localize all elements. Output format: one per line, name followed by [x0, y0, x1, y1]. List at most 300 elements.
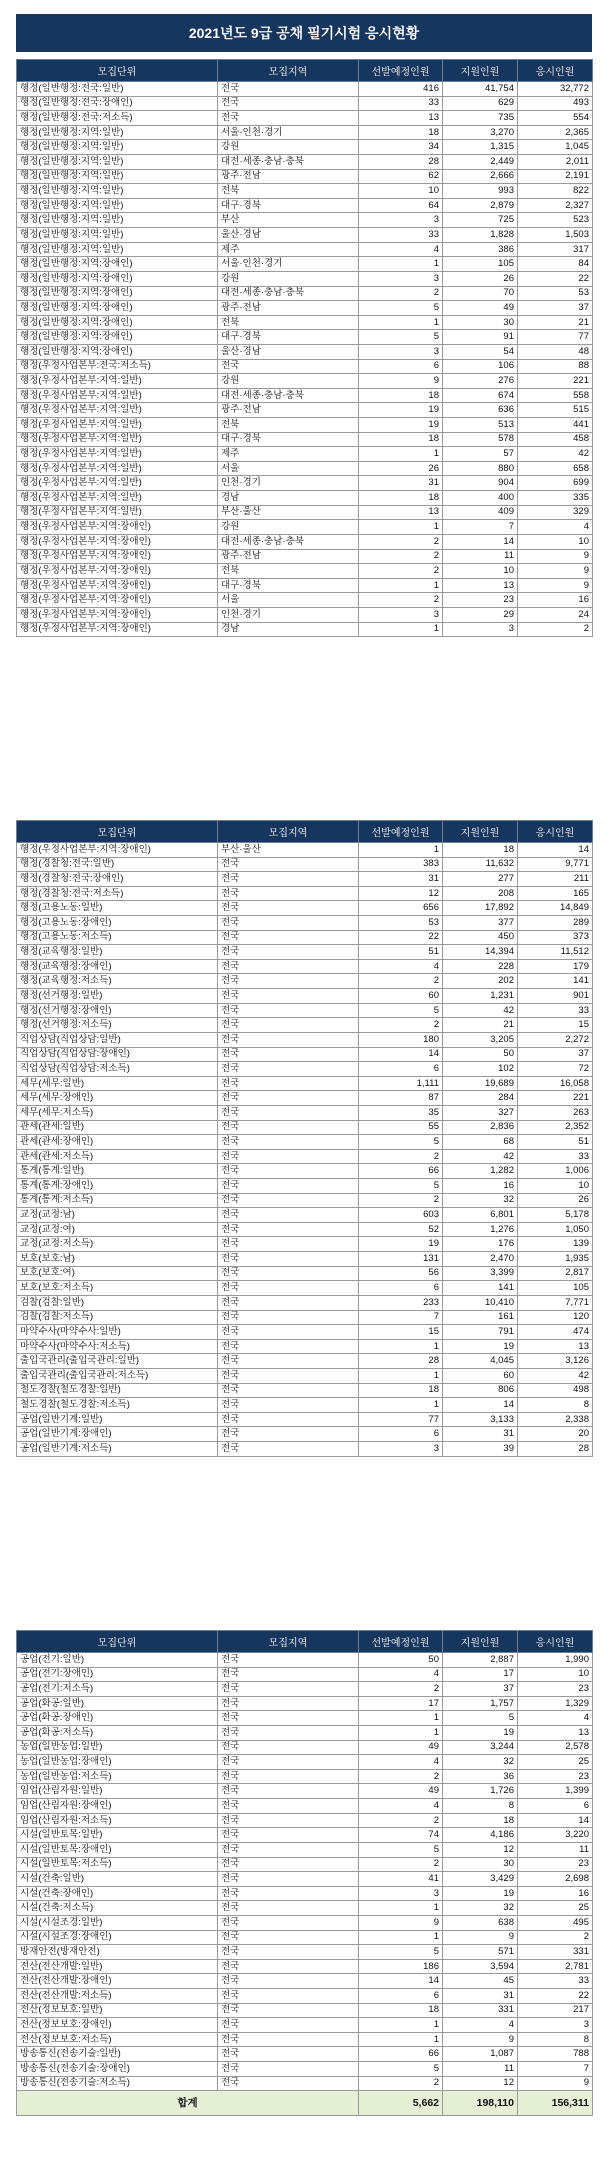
cell-region: 대구·경북 — [218, 330, 359, 345]
cell-planned: 2 — [359, 534, 443, 549]
cell-region: 전국 — [218, 1281, 359, 1296]
cell-region: 전국 — [218, 1003, 359, 1018]
cell-unit: 시설(건축:일반) — [17, 1872, 218, 1887]
table-row — [17, 461, 593, 476]
cell-planned: 1 — [359, 1930, 443, 1945]
cell-planned: 19 — [359, 418, 443, 433]
cell-planned: 18 — [359, 2003, 443, 2018]
cell-applicants: 880 — [443, 461, 518, 476]
cell-applicants: 14 — [443, 534, 518, 549]
cell-planned: 3 — [359, 271, 443, 286]
cell-planned: 383 — [359, 857, 443, 872]
cell-planned: 31 — [359, 476, 443, 491]
cell-region: 울산·경남 — [218, 344, 359, 359]
table-row — [17, 125, 593, 140]
cell-region: 전국 — [218, 1032, 359, 1047]
cell-examinees: 658 — [518, 461, 593, 476]
cell-examinees: 1,935 — [518, 1252, 593, 1267]
cell-planned: 12 — [359, 886, 443, 901]
cell-unit: 임업(산림자원:일반) — [17, 1784, 218, 1799]
cell-region: 전국 — [218, 872, 359, 887]
cell-examinees: 1,990 — [518, 1653, 593, 1668]
table-row — [17, 1412, 593, 1427]
cell-applicants: 176 — [443, 1237, 518, 1252]
cell-region: 강원 — [218, 520, 359, 535]
cell-applicants: 106 — [443, 359, 518, 374]
cell-applicants: 3,399 — [443, 1266, 518, 1281]
cell-planned: 74 — [359, 1828, 443, 1843]
cell-region: 광주·전남 — [218, 301, 359, 316]
cell-applicants: 629 — [443, 96, 518, 111]
cell-unit: 행정(일반행정:지역:일반) — [17, 213, 218, 228]
cell-examinees: 2,781 — [518, 1959, 593, 1974]
table-row — [17, 1164, 593, 1179]
cell-planned: 28 — [359, 1354, 443, 1369]
cell-applicants: 1,828 — [443, 228, 518, 243]
cell-region: 강원 — [218, 140, 359, 155]
cell-unit: 공업(전기:일반) — [17, 1653, 218, 1668]
cell-planned: 2 — [359, 1813, 443, 1828]
cell-planned: 9 — [359, 374, 443, 389]
cell-examinees: 331 — [518, 1945, 593, 1960]
cell-examinees: 165 — [518, 886, 593, 901]
cell-unit: 보호(보호:남) — [17, 1252, 218, 1267]
table-row — [17, 271, 593, 286]
cell-region: 대전·세종·충남·충북 — [218, 155, 359, 170]
cell-region: 전국 — [218, 1179, 359, 1194]
cell-planned: 1 — [359, 1726, 443, 1741]
cell-unit: 공업(화공:저소득) — [17, 1726, 218, 1741]
cell-region: 전국 — [218, 1784, 359, 1799]
cell-planned: 1 — [359, 257, 443, 272]
total-planned: 5,662 — [359, 2091, 443, 2116]
cell-unit: 전산(정보보호:장애인) — [17, 2018, 218, 2033]
cell-planned: 17 — [359, 1696, 443, 1711]
cell-planned: 5 — [359, 1003, 443, 1018]
cell-region: 전국 — [218, 974, 359, 989]
total-applicants: 198,110 — [443, 2091, 518, 2116]
cell-unit: 시설(건축:장애인) — [17, 1886, 218, 1901]
table-row — [17, 257, 593, 272]
cell-unit: 행정(일반행정:지역:장애인) — [17, 344, 218, 359]
cell-region: 전국 — [218, 916, 359, 931]
cell-applicants: 1,087 — [443, 2047, 518, 2062]
cell-unit: 직업상담(직업상담:저소득) — [17, 1062, 218, 1077]
table-row — [17, 1828, 593, 1843]
cell-region: 인천·경기 — [218, 607, 359, 622]
cell-examinees: 515 — [518, 403, 593, 418]
cell-applicants: 7 — [443, 520, 518, 535]
cell-unit: 행정(우정사업본부:전국:저소득) — [17, 359, 218, 374]
cell-applicants: 638 — [443, 1915, 518, 1930]
cell-examinees: 1,050 — [518, 1222, 593, 1237]
cell-examinees: 23 — [518, 1857, 593, 1872]
cell-unit: 행정(일반행정:지역:장애인) — [17, 315, 218, 330]
cell-planned: 7 — [359, 1310, 443, 1325]
cell-examinees: 822 — [518, 184, 593, 199]
cell-examinees: 373 — [518, 930, 593, 945]
cell-examinees: 53 — [518, 286, 593, 301]
header-unit: 모집단위 — [17, 821, 218, 843]
cell-region: 울산·경남 — [218, 228, 359, 243]
cell-region: 전국 — [218, 989, 359, 1004]
cell-planned: 52 — [359, 1222, 443, 1237]
cell-planned: 4 — [359, 1667, 443, 1682]
cell-planned: 1 — [359, 520, 443, 535]
cell-examinees: 6 — [518, 1799, 593, 1814]
cell-planned: 6 — [359, 359, 443, 374]
cell-region: 전국 — [218, 1441, 359, 1456]
cell-unit: 행정(우정사업본부:지역:일반) — [17, 476, 218, 491]
cell-examinees: 22 — [518, 271, 593, 286]
cell-applicants: 2,836 — [443, 1120, 518, 1135]
cell-region: 전국 — [218, 1667, 359, 1682]
table-row — [17, 403, 593, 418]
cell-applicants: 105 — [443, 257, 518, 272]
cell-applicants: 32 — [443, 1193, 518, 1208]
cell-unit: 마약수사(마약수사:일반) — [17, 1325, 218, 1340]
table-header-row — [17, 821, 593, 843]
cell-region: 강원 — [218, 374, 359, 389]
cell-region: 대전·세종·충남·충북 — [218, 388, 359, 403]
cell-planned: 50 — [359, 1653, 443, 1668]
cell-examinees: 51 — [518, 1135, 593, 1150]
cell-examinees: 1,045 — [518, 140, 593, 155]
table-row — [17, 1959, 593, 1974]
cell-planned: 1 — [359, 1368, 443, 1383]
cell-applicants: 1,757 — [443, 1696, 518, 1711]
cell-examinees: 25 — [518, 1901, 593, 1916]
cell-applicants: 3,594 — [443, 1959, 518, 1974]
table-row — [17, 945, 593, 960]
cell-planned: 5 — [359, 1179, 443, 1194]
cell-planned: 10 — [359, 184, 443, 199]
table-row — [17, 607, 593, 622]
cell-region: 전국 — [218, 1237, 359, 1252]
cell-planned: 33 — [359, 96, 443, 111]
cell-region: 전국 — [218, 1208, 359, 1223]
table-row — [17, 1295, 593, 1310]
cell-region: 전국 — [218, 1872, 359, 1887]
cell-unit: 행정(일반행정:지역:장애인) — [17, 271, 218, 286]
cell-unit: 전산(정보보호:저소득) — [17, 2032, 218, 2047]
table-row — [17, 1930, 593, 1945]
cell-examinees: 9 — [518, 549, 593, 564]
cell-planned: 6 — [359, 1281, 443, 1296]
cell-unit: 행정(일반행정:지역:일반) — [17, 228, 218, 243]
cell-region: 전국 — [218, 1930, 359, 1945]
cell-examinees: 523 — [518, 213, 593, 228]
cell-applicants: 12 — [443, 2076, 518, 2091]
cell-unit: 전산(전산개발:저소득) — [17, 1989, 218, 2004]
cell-applicants: 14,394 — [443, 945, 518, 960]
cell-applicants: 54 — [443, 344, 518, 359]
cell-applicants: 1,726 — [443, 1784, 518, 1799]
cell-region: 전국 — [218, 1135, 359, 1150]
cell-examinees: 699 — [518, 476, 593, 491]
cell-applicants: 2,470 — [443, 1252, 518, 1267]
cell-unit: 교정(교정:남) — [17, 1208, 218, 1223]
cell-planned: 56 — [359, 1266, 443, 1281]
cell-unit: 검찰(검찰:저소득) — [17, 1310, 218, 1325]
cell-planned: 3 — [359, 213, 443, 228]
cell-planned: 5 — [359, 330, 443, 345]
total-row — [17, 2091, 593, 2116]
cell-examinees: 217 — [518, 2003, 593, 2018]
table-row — [17, 1653, 593, 1668]
cell-region: 광주·전남 — [218, 169, 359, 184]
cell-region: 전국 — [218, 1886, 359, 1901]
cell-region: 전국 — [218, 857, 359, 872]
cell-unit: 관세(관세:일반) — [17, 1120, 218, 1135]
cell-examinees: 1,006 — [518, 1164, 593, 1179]
cell-unit: 행정(고용노동:저소득) — [17, 930, 218, 945]
table-row — [17, 1252, 593, 1267]
cell-unit: 전산(전산개발:장애인) — [17, 1974, 218, 1989]
table-row — [17, 330, 593, 345]
cell-examinees: 13 — [518, 1339, 593, 1354]
cell-examinees: 10 — [518, 1179, 593, 1194]
cell-examinees: 2,272 — [518, 1032, 593, 1047]
table-row — [17, 1872, 593, 1887]
table-row — [17, 2062, 593, 2077]
table-row — [17, 1237, 593, 1252]
cell-examinees: 5,178 — [518, 1208, 593, 1223]
cell-unit: 행정(우정사업본부:지역:일반) — [17, 403, 218, 418]
cell-applicants: 17,892 — [443, 901, 518, 916]
cell-region: 전국 — [218, 1149, 359, 1164]
table-row — [17, 1339, 593, 1354]
table-row — [17, 184, 593, 199]
cell-region: 전국 — [218, 1091, 359, 1106]
cell-examinees: 14 — [518, 843, 593, 858]
cell-planned: 18 — [359, 432, 443, 447]
cell-examinees: 788 — [518, 2047, 593, 2062]
cell-region: 제주 — [218, 242, 359, 257]
cell-examinees: 9 — [518, 2076, 593, 2091]
cell-applicants: 3,244 — [443, 1740, 518, 1755]
table-row — [17, 843, 593, 858]
cell-unit: 통계(통계:저소득) — [17, 1193, 218, 1208]
cell-planned: 2 — [359, 1149, 443, 1164]
cell-region: 전북 — [218, 315, 359, 330]
cell-applicants: 1,231 — [443, 989, 518, 1004]
cell-planned: 2 — [359, 549, 443, 564]
cell-examinees: 2,578 — [518, 1740, 593, 1755]
cell-unit: 임업(산림자원:저소득) — [17, 1813, 218, 1828]
cell-unit: 마약수사(마약수사:저소득) — [17, 1339, 218, 1354]
cell-unit: 직업상담(직업상담:일반) — [17, 1032, 218, 1047]
cell-unit: 행정(고용노동:일반) — [17, 901, 218, 916]
table-row — [17, 1222, 593, 1237]
cell-applicants: 21 — [443, 1018, 518, 1033]
cell-applicants: 11 — [443, 2062, 518, 2077]
cell-planned: 4 — [359, 242, 443, 257]
cell-planned: 656 — [359, 901, 443, 916]
cell-unit: 행정(일반행정:전국:장애인) — [17, 96, 218, 111]
cell-examinees: 9 — [518, 564, 593, 579]
cell-applicants: 386 — [443, 242, 518, 257]
cell-examinees: 3 — [518, 2018, 593, 2033]
cell-applicants: 571 — [443, 1945, 518, 1960]
cell-unit: 시설(시설조경:일반) — [17, 1915, 218, 1930]
cell-planned: 53 — [359, 916, 443, 931]
cell-applicants: 228 — [443, 959, 518, 974]
cell-applicants: 161 — [443, 1310, 518, 1325]
header-examinees: 응시인원 — [518, 821, 593, 843]
table-row — [17, 242, 593, 257]
cell-region: 부산 — [218, 213, 359, 228]
table-row — [17, 1120, 593, 1135]
table-row — [17, 1915, 593, 1930]
cell-planned: 2 — [359, 2076, 443, 2091]
header-examinees: 응시인원 — [518, 60, 593, 82]
cell-region: 전국 — [218, 1682, 359, 1697]
cell-region: 전국 — [218, 1368, 359, 1383]
cell-region: 전국 — [218, 1105, 359, 1120]
cell-unit: 출입국관리(출입국관리:일반) — [17, 1354, 218, 1369]
cell-unit: 공업(전기:저소득) — [17, 1682, 218, 1697]
table-row — [17, 388, 593, 403]
cell-applicants: 409 — [443, 505, 518, 520]
cell-examinees: 25 — [518, 1755, 593, 1770]
cell-region: 대구·경북 — [218, 432, 359, 447]
table-row — [17, 1076, 593, 1091]
cell-unit: 보호(보호:저소득) — [17, 1281, 218, 1296]
cell-examinees: 33 — [518, 1974, 593, 1989]
total-examinees: 156,311 — [518, 2091, 593, 2116]
cell-region: 전국 — [218, 1076, 359, 1091]
header-applicants: 지원인원 — [443, 821, 518, 843]
cell-applicants: 6,801 — [443, 1208, 518, 1223]
cell-applicants: 50 — [443, 1047, 518, 1062]
cell-region: 전국 — [218, 1047, 359, 1062]
table-row — [17, 872, 593, 887]
cell-unit: 행정(우정사업본부:지역:일반) — [17, 491, 218, 506]
cell-examinees: 10 — [518, 1667, 593, 1682]
cell-applicants: 30 — [443, 315, 518, 330]
cell-region: 전북 — [218, 418, 359, 433]
table-row — [17, 1945, 593, 1960]
cell-unit: 행정(일반행정:지역:일반) — [17, 125, 218, 140]
table-row — [17, 578, 593, 593]
cell-planned: 1 — [359, 447, 443, 462]
cell-unit: 철도경찰(철도경찰:저소득) — [17, 1398, 218, 1413]
cell-examinees: 9 — [518, 578, 593, 593]
table-row — [17, 622, 593, 637]
cell-examinees: 179 — [518, 959, 593, 974]
cell-region: 전국 — [218, 1959, 359, 1974]
cell-applicants: 277 — [443, 872, 518, 887]
cell-unit: 행정(일반행정:전국:저소득) — [17, 111, 218, 126]
table-row — [17, 82, 593, 97]
header-unit: 모집단위 — [17, 60, 218, 82]
table-row — [17, 1018, 593, 1033]
cell-unit: 세무(세무:장애인) — [17, 1091, 218, 1106]
table-row — [17, 886, 593, 901]
cell-region: 전국 — [218, 1799, 359, 1814]
cell-examinees: 15 — [518, 1018, 593, 1033]
cell-unit: 행정(일반행정:지역:장애인) — [17, 257, 218, 272]
table-row — [17, 916, 593, 931]
cell-unit: 행정(일반행정:지역:일반) — [17, 198, 218, 213]
cell-applicants: 327 — [443, 1105, 518, 1120]
table-row — [17, 476, 593, 491]
table-row — [17, 1769, 593, 1784]
cell-unit: 행정(경찰청:전국:장애인) — [17, 872, 218, 887]
cell-examinees: 474 — [518, 1325, 593, 1340]
table-row — [17, 1383, 593, 1398]
cell-unit: 행정(일반행정:지역:장애인) — [17, 330, 218, 345]
cell-unit: 행정(교육행정:일반) — [17, 945, 218, 960]
cell-unit: 철도경찰(철도경찰:일반) — [17, 1383, 218, 1398]
cell-applicants: 3,205 — [443, 1032, 518, 1047]
table-row — [17, 901, 593, 916]
table-row — [17, 1989, 593, 2004]
cell-examinees: 2,338 — [518, 1412, 593, 1427]
table-row — [17, 534, 593, 549]
cell-region: 인천·경기 — [218, 476, 359, 491]
header-unit: 모집단위 — [17, 1631, 218, 1653]
cell-applicants: 32 — [443, 1901, 518, 1916]
header-planned: 선발예정인원 — [359, 60, 443, 82]
cell-unit: 행정(우정사업본부:지역:일반) — [17, 418, 218, 433]
cell-region: 전국 — [218, 1120, 359, 1135]
cell-region: 전국 — [218, 2062, 359, 2077]
cell-examinees: 263 — [518, 1105, 593, 1120]
table-row — [17, 1062, 593, 1077]
cell-applicants: 284 — [443, 1091, 518, 1106]
table-row — [17, 974, 593, 989]
cell-planned: 15 — [359, 1325, 443, 1340]
cell-applicants: 19 — [443, 1339, 518, 1354]
table-row — [17, 286, 593, 301]
cell-examinees: 10 — [518, 534, 593, 549]
cell-applicants: 400 — [443, 491, 518, 506]
cell-examinees: 72 — [518, 1062, 593, 1077]
cell-unit: 통계(통계:장애인) — [17, 1179, 218, 1194]
cell-applicants: 57 — [443, 447, 518, 462]
cell-unit: 행정(우정사업본부:지역:장애인) — [17, 578, 218, 593]
cell-unit: 임업(산림자원:장애인) — [17, 1799, 218, 1814]
cell-region: 전국 — [218, 1354, 359, 1369]
table-row — [17, 1441, 593, 1456]
header-examinees: 응시인원 — [518, 1631, 593, 1653]
cell-region: 전북 — [218, 564, 359, 579]
cell-unit: 공업(화공:일반) — [17, 1696, 218, 1711]
table-row — [17, 1711, 593, 1726]
cell-examinees: 4 — [518, 1711, 593, 1726]
cell-applicants: 26 — [443, 271, 518, 286]
cell-examinees: 2,011 — [518, 155, 593, 170]
cell-applicants: 41,754 — [443, 82, 518, 97]
table-row — [17, 344, 593, 359]
table-row — [17, 2018, 593, 2033]
cell-region: 전국 — [218, 1427, 359, 1442]
cell-examinees: 77 — [518, 330, 593, 345]
cell-planned: 1 — [359, 843, 443, 858]
page-title: 2021년도 9급 공채 필기시험 응시현황 — [16, 14, 592, 52]
cell-examinees: 42 — [518, 447, 593, 462]
cell-unit: 시설(일반토목:저소득) — [17, 1857, 218, 1872]
cell-applicants: 513 — [443, 418, 518, 433]
cell-applicants: 4,186 — [443, 1828, 518, 1843]
table-row — [17, 1266, 593, 1281]
cell-planned: 2 — [359, 1682, 443, 1697]
cell-applicants: 208 — [443, 886, 518, 901]
cell-applicants: 37 — [443, 1682, 518, 1697]
header-applicants: 지원인원 — [443, 1631, 518, 1653]
